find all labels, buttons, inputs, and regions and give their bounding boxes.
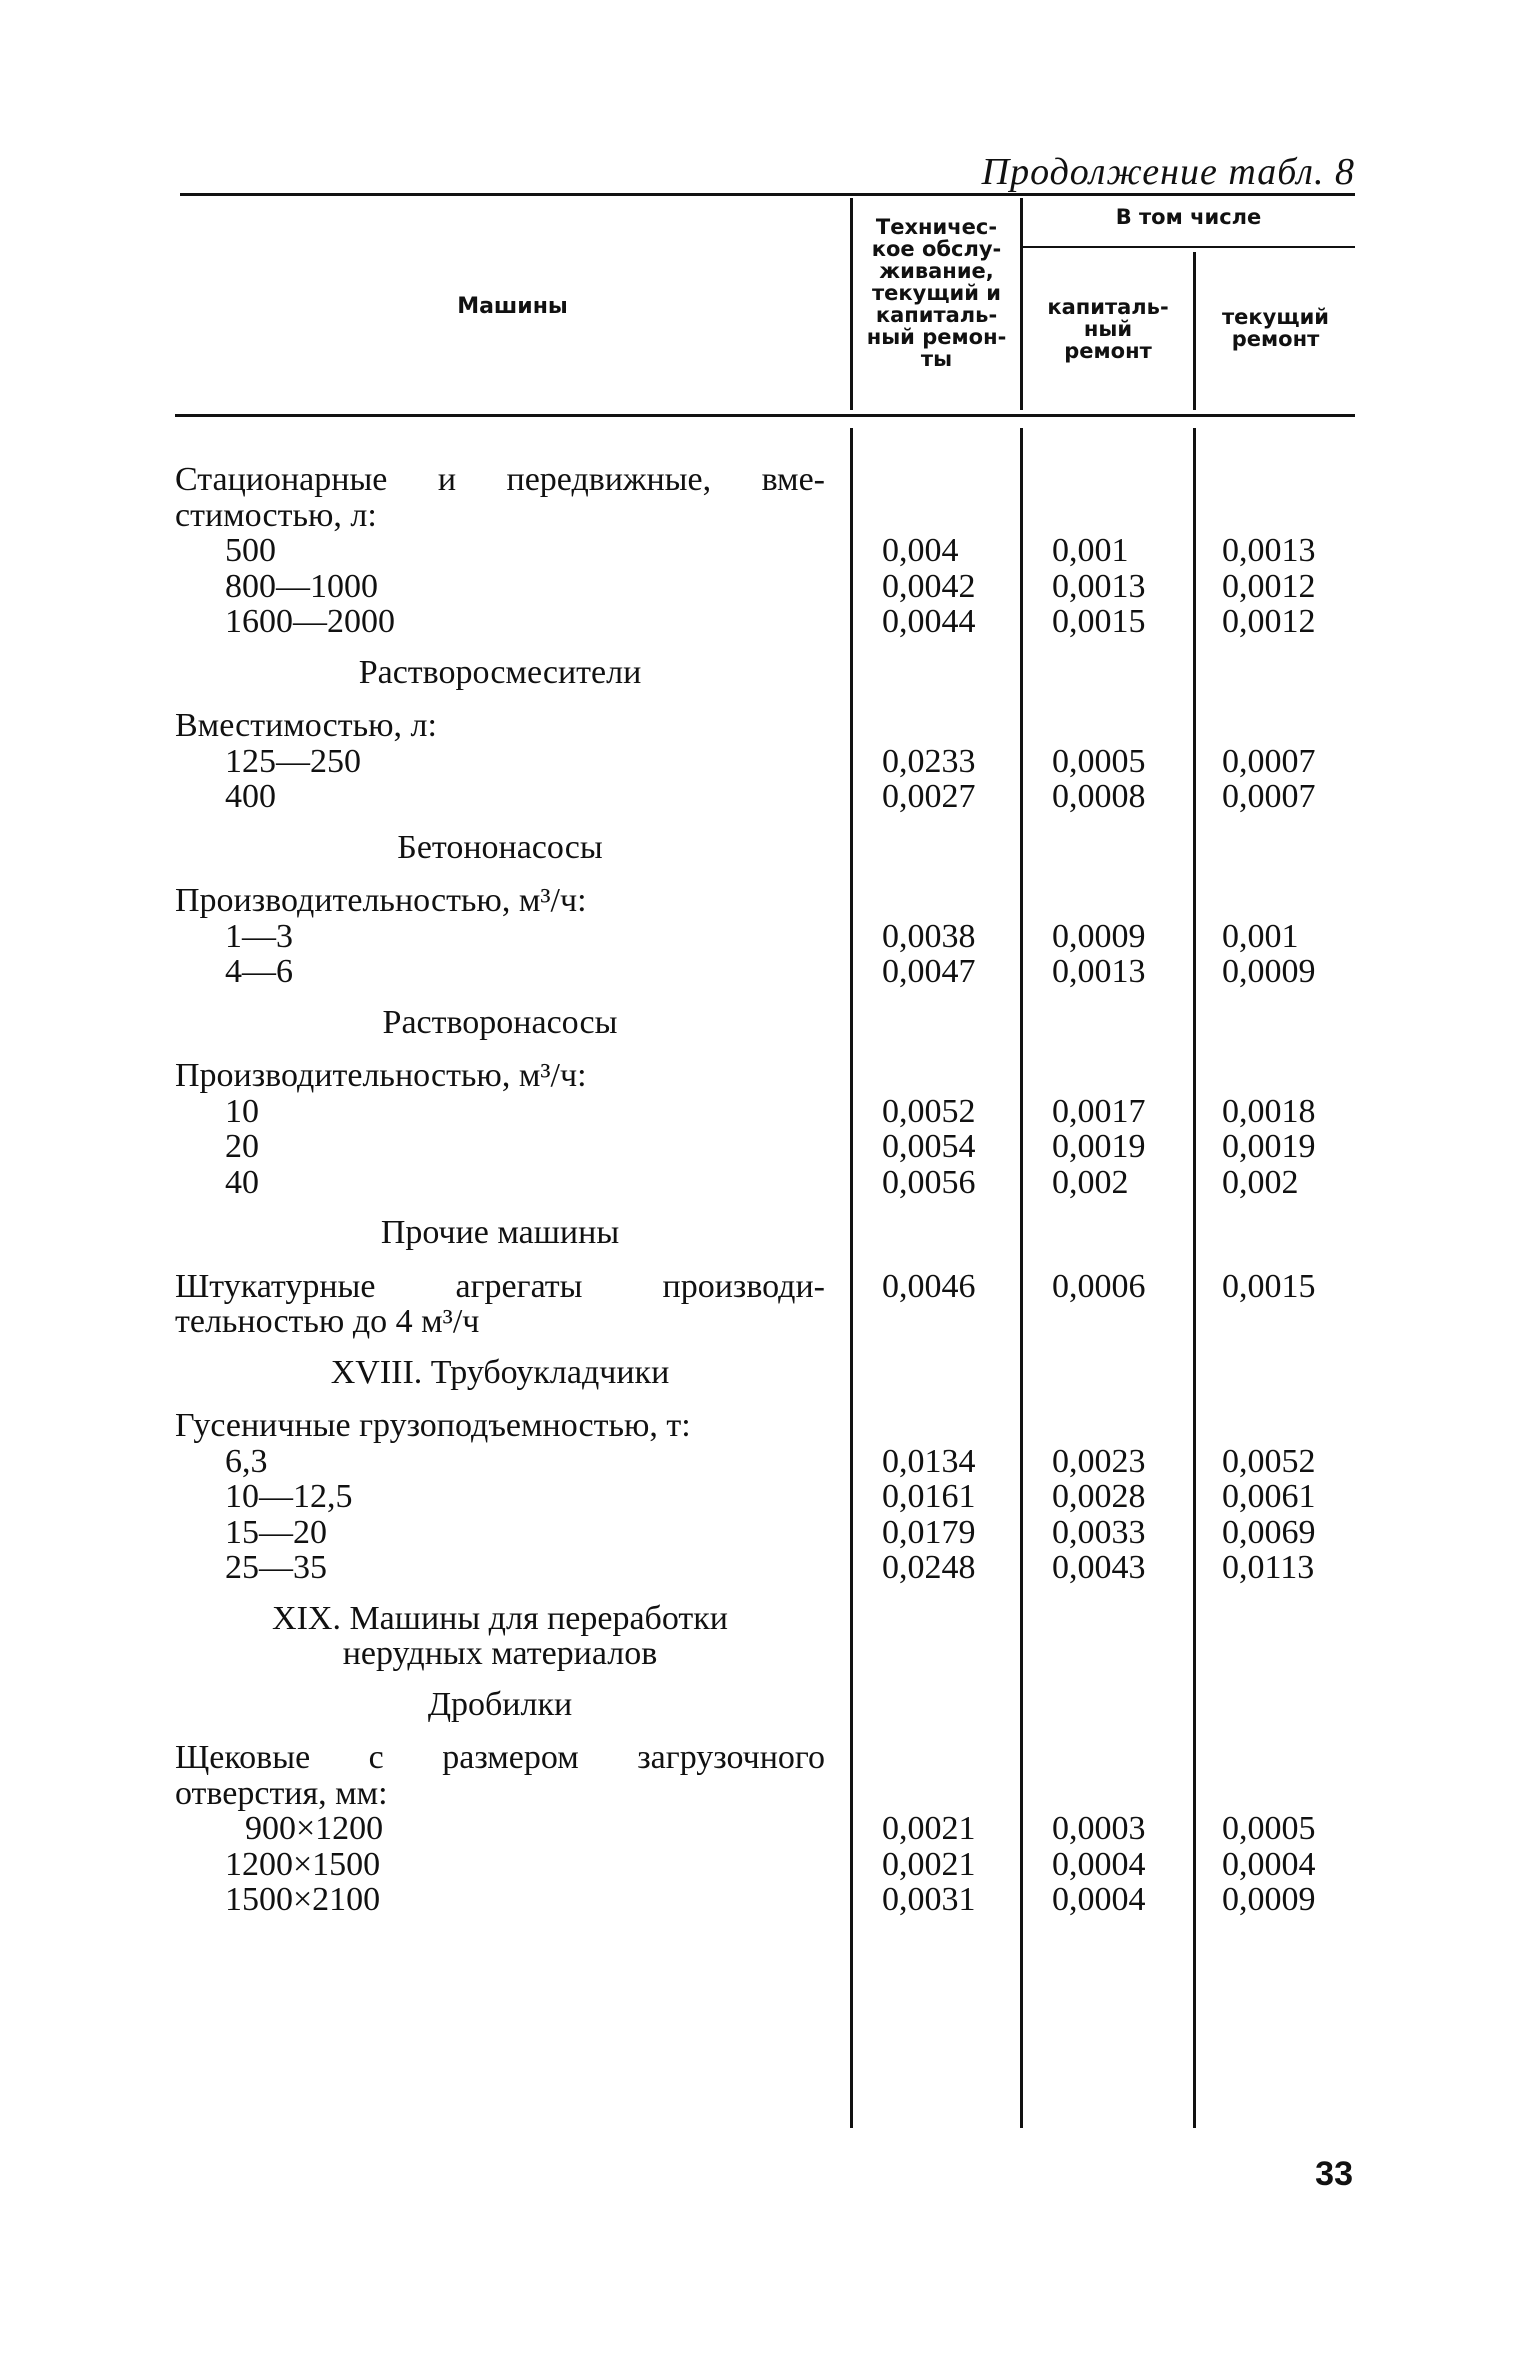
- group-rule: [1022, 246, 1355, 248]
- header-col1: [853, 216, 1020, 370]
- row-label: 1600—2000: [225, 603, 395, 640]
- row-value: 0,0046: [882, 1267, 976, 1305]
- row-value: 0,0019: [1052, 1128, 1146, 1165]
- row-value: 0,0009: [1222, 953, 1316, 990]
- table-row: [0, 1444, 1536, 1480]
- table-row: [0, 919, 1536, 955]
- table-row: [0, 1094, 1536, 1130]
- page-number: 33: [1315, 2155, 1353, 2193]
- row-label: Щековые с размером загрузочного: [175, 1739, 825, 1776]
- row-value: 0,0009: [1222, 1881, 1316, 1918]
- row-value: 0,0012: [1222, 567, 1316, 605]
- row-label: Производительностью, м³/ч:: [175, 882, 587, 919]
- row-value: 0,0047: [882, 953, 976, 990]
- header-bottom-rule: [175, 414, 1355, 417]
- row-value: 0,0038: [882, 917, 976, 955]
- header-col2: [1023, 296, 1193, 362]
- table-row: [0, 708, 1536, 744]
- row-value: 0,001: [1052, 532, 1129, 569]
- row-label: 6,3: [225, 1442, 268, 1480]
- row-value: 0,0161: [882, 1478, 976, 1515]
- row-value: 0,002: [1052, 1163, 1129, 1201]
- row-value: 0,0007: [1222, 778, 1316, 815]
- table-row: [0, 744, 1536, 780]
- table-row: [0, 1811, 1536, 1847]
- row-label: 400: [225, 778, 276, 815]
- row-label: Штукатурные агрегаты производи-: [175, 1267, 825, 1305]
- section-heading: Бетононасосы: [397, 828, 603, 866]
- table-row: [0, 1515, 1536, 1551]
- section-heading: XIX. Машины для переработки: [272, 1599, 728, 1637]
- row-value: 0,0052: [882, 1092, 976, 1130]
- row-label: 10—12,5: [225, 1478, 353, 1515]
- header-line: текущий: [1222, 305, 1329, 329]
- row-value: 0,0033: [1052, 1513, 1146, 1551]
- row-value: 0,0007: [1222, 742, 1316, 780]
- row-value: 0,0013: [1052, 567, 1146, 605]
- row-label: стимостью, л:: [175, 496, 377, 534]
- row-value: 0,0028: [1052, 1478, 1146, 1515]
- header-line: ты: [920, 347, 953, 371]
- row-value: 0,0061: [1222, 1478, 1316, 1515]
- table-row: [0, 533, 1536, 569]
- row-value: 0,0056: [882, 1163, 976, 1201]
- row-value: 0,0027: [882, 778, 976, 815]
- row-value: 0,0003: [1052, 1810, 1146, 1847]
- table-row: [0, 1129, 1536, 1165]
- row-value: 0,0004: [1052, 1881, 1146, 1918]
- table-row: [0, 498, 1536, 534]
- row-label: 20: [225, 1128, 259, 1165]
- top-rule: [180, 193, 1355, 196]
- table-row: [0, 1058, 1536, 1094]
- header-line: живание,: [879, 259, 994, 283]
- row-label: Стационарные и передвижные, вме-: [175, 461, 825, 498]
- row-value: 0,0044: [882, 603, 976, 640]
- section-heading: Растворосмесители: [358, 653, 642, 691]
- row-value: 0,0023: [1052, 1442, 1146, 1480]
- table-row: [0, 883, 1536, 919]
- table-row: [0, 569, 1536, 605]
- row-value: 0,0019: [1222, 1128, 1316, 1165]
- row-label: 10: [225, 1092, 259, 1130]
- header-group: В том числе: [1115, 205, 1262, 229]
- section-heading: нерудных материалов: [342, 1635, 658, 1672]
- row-label: 500: [225, 532, 276, 569]
- row-label: 900×1200: [245, 1810, 384, 1847]
- row-label: 4—6: [225, 953, 293, 990]
- header-line: ный: [1083, 317, 1133, 341]
- row-value: 0,002: [1222, 1163, 1299, 1201]
- row-value: 0,0054: [882, 1128, 976, 1165]
- table-row: [0, 1740, 1536, 1776]
- row-value: 0,0004: [1052, 1845, 1146, 1883]
- header-line: текущий и: [871, 281, 1002, 305]
- row-value: 0,001: [1222, 917, 1299, 955]
- row-value: 0,0179: [882, 1513, 976, 1551]
- table-row: [0, 1269, 1536, 1305]
- section-heading: Растворонасосы: [382, 1003, 618, 1041]
- row-label: отверстия, мм:: [175, 1774, 388, 1812]
- section-heading: XVIII. Трубоукладчики: [330, 1353, 670, 1391]
- row-value: 0,0233: [882, 742, 976, 780]
- table-row: [0, 1165, 1536, 1201]
- header-line: капиталь-: [1047, 295, 1169, 319]
- table-row: [0, 779, 1536, 815]
- row-label: 125—250: [225, 742, 361, 780]
- row-value: 0,0113: [1222, 1549, 1315, 1586]
- row-label: 15—20: [225, 1513, 327, 1551]
- table-row: [0, 604, 1536, 640]
- table-caption: Продолжение табл. 8: [981, 151, 1355, 193]
- row-value: 0,0018: [1222, 1092, 1316, 1130]
- header-col3: [1196, 306, 1355, 350]
- header-machines: Машины: [457, 294, 568, 319]
- row-value: 0,0015: [1222, 1267, 1316, 1305]
- row-value: 0,0005: [1052, 742, 1146, 780]
- row-value: 0,0008: [1052, 778, 1146, 815]
- header-line: кое обслу-: [871, 237, 1002, 261]
- header-line: ный ремон-: [866, 325, 1007, 349]
- row-label: 800—1000: [225, 567, 378, 605]
- row-value: 0,0013: [1052, 953, 1146, 990]
- row-value: 0,0005: [1222, 1810, 1316, 1847]
- table-row: [0, 1479, 1536, 1515]
- row-label: 1200×1500: [225, 1845, 381, 1883]
- row-label: 25—35: [225, 1549, 327, 1586]
- row-value: 0,0004: [1222, 1845, 1316, 1883]
- section-heading: Дробилки: [427, 1685, 573, 1723]
- row-value: 0,0043: [1052, 1549, 1146, 1586]
- row-value: 0,0069: [1222, 1513, 1316, 1551]
- header-line: ремонт: [1231, 327, 1320, 351]
- row-label: 1500×2100: [225, 1881, 381, 1918]
- header-line: капиталь-: [875, 303, 998, 327]
- row-label: Производительностью, м³/ч:: [175, 1057, 587, 1094]
- table-row: [0, 954, 1536, 990]
- row-label: 40: [225, 1163, 259, 1201]
- row-value: 0,0031: [882, 1881, 976, 1918]
- table-row: [0, 1304, 1536, 1340]
- row-value: 0,0021: [882, 1845, 976, 1883]
- table-row: [0, 1847, 1536, 1883]
- row-value: 0,0248: [882, 1549, 976, 1586]
- row-value: 0,0017: [1052, 1092, 1146, 1130]
- row-label: тельностью до 4 м³/ч: [175, 1303, 480, 1340]
- row-value: 0,0042: [882, 567, 976, 605]
- table-row: [0, 1882, 1536, 1918]
- row-value: 0,0006: [1052, 1267, 1146, 1305]
- header-line: Техничес-: [875, 215, 998, 239]
- row-value: 0,0009: [1052, 917, 1146, 955]
- row-value: 0,0021: [882, 1810, 976, 1847]
- table-row: [0, 1550, 1536, 1586]
- table-row: [0, 1408, 1536, 1444]
- row-label: Вместимостью, л:: [175, 707, 437, 744]
- table-row: [0, 1776, 1536, 1812]
- row-value: 0,0052: [1222, 1442, 1316, 1480]
- section-heading: Прочие машины: [380, 1214, 620, 1251]
- row-value: 0,0134: [882, 1442, 976, 1480]
- header-line: ремонт: [1064, 339, 1152, 363]
- row-value: 0,0015: [1052, 603, 1146, 640]
- row-value: 0,004: [882, 532, 959, 569]
- table-row: [0, 462, 1536, 498]
- row-label: 1—3: [225, 917, 293, 955]
- row-value: 0,0012: [1222, 603, 1316, 640]
- row-label: Гусеничные грузоподъемностью, т:: [175, 1407, 691, 1444]
- row-value: 0,0013: [1222, 532, 1316, 569]
